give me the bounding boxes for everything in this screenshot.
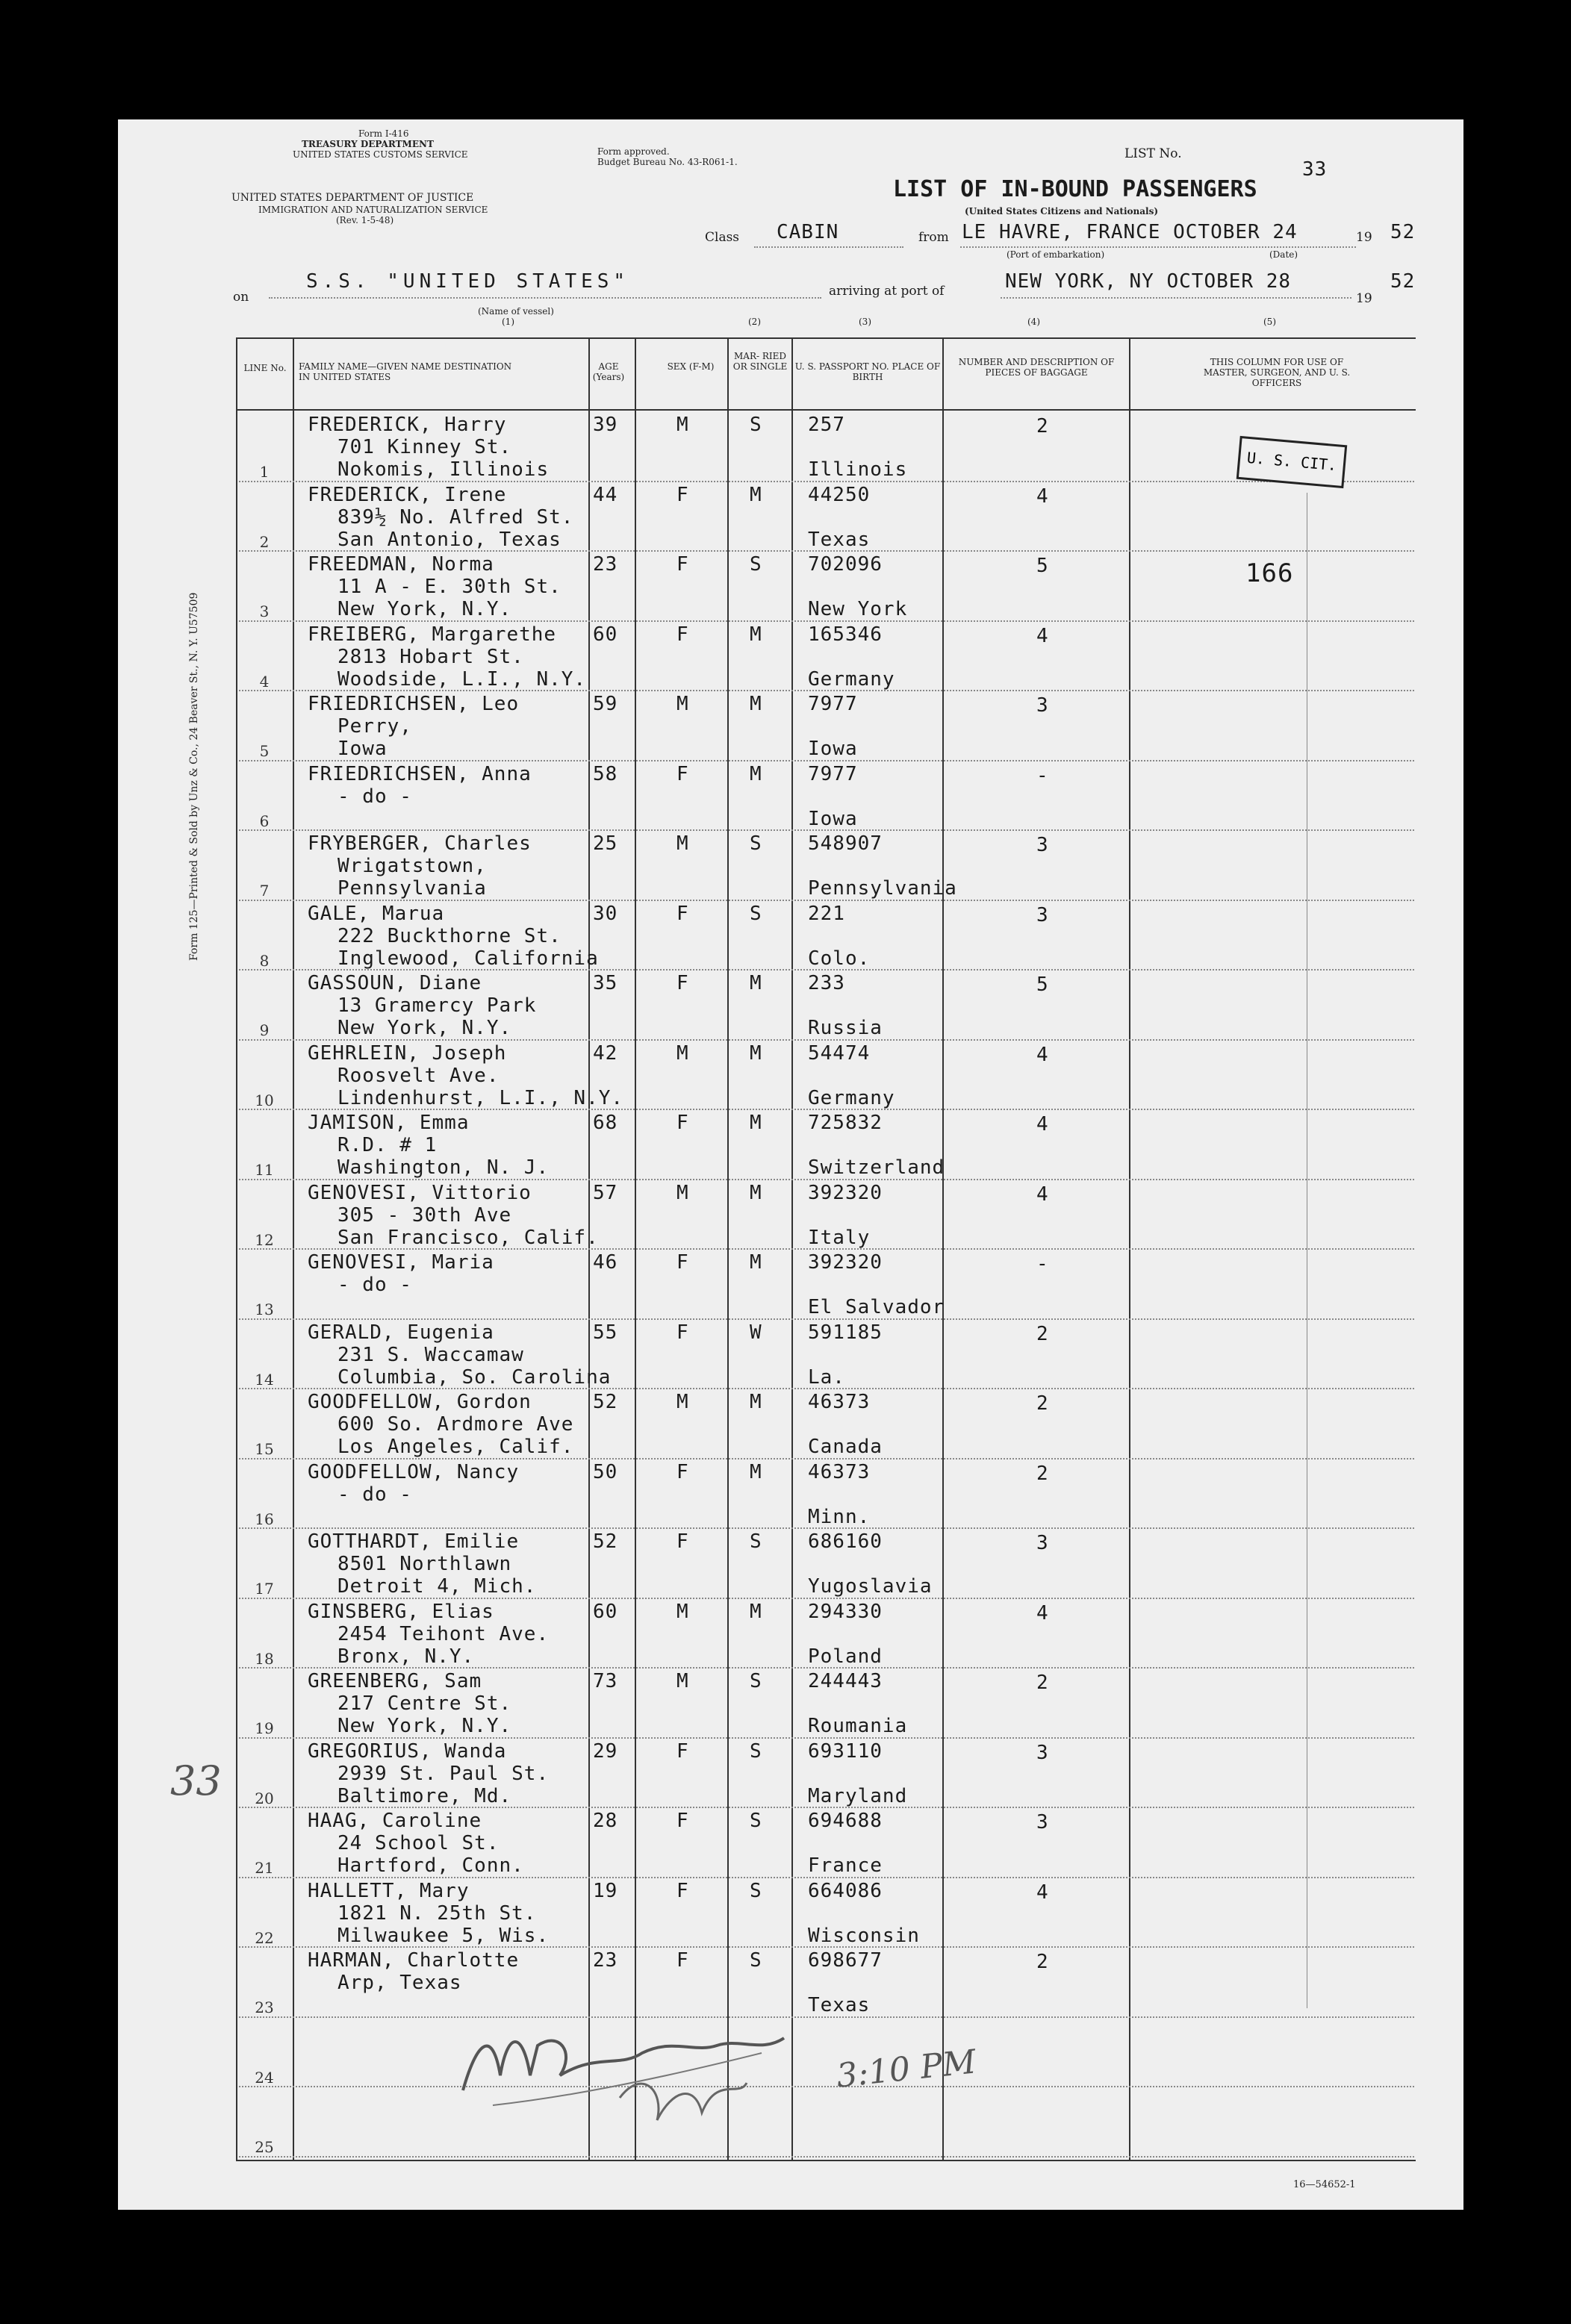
birth-place: Iowa (808, 807, 858, 830)
marital-status: M (750, 693, 762, 715)
marital-status: M (750, 1041, 762, 1065)
passport-number: 221 (808, 902, 845, 925)
address-line-1: 701 Kinney St. (337, 436, 512, 458)
address-line-2: New York, N.Y. (337, 1715, 512, 1737)
date-caption: (Date) (1269, 249, 1298, 260)
passenger-name: GREGORIUS, Wanda (308, 1739, 507, 1763)
sex-value: M (676, 1600, 689, 1623)
baggage-count: 3 (1036, 1532, 1049, 1554)
address-line-2: New York, N.Y. (337, 1017, 512, 1039)
age-value: 42 (593, 1041, 618, 1065)
passenger-name: GOTTHARDT, Emilie (308, 1530, 520, 1553)
sex-value: M (676, 693, 689, 715)
baggage-count: 3 (1036, 1811, 1049, 1834)
year-1: 52 (1390, 221, 1416, 243)
address-line-2: Lindenhurst, L.I., N.Y. (337, 1086, 624, 1109)
age-value: 50 (593, 1460, 618, 1483)
col-header-line: LINE No. (243, 363, 287, 373)
passport-number: 591185 (808, 1321, 883, 1344)
address-line-1: 600 So. Ardmore Ave (337, 1413, 574, 1436)
sex-value: F (676, 762, 689, 785)
address-line-1: Wrigatstown, (337, 855, 487, 877)
vessel-caption: (Name of vessel) (478, 306, 554, 317)
address-line-1: 217 Centre St. (337, 1692, 512, 1715)
line-number: 7 (259, 882, 270, 900)
class-label: Class (705, 230, 740, 245)
passenger-name: FREDERICK, Irene (308, 483, 507, 506)
birth-place: Switzerland (808, 1156, 945, 1179)
passenger-name: HALLETT, Mary (308, 1879, 470, 1902)
birth-place: Pennsylvania (808, 877, 957, 900)
list-no-label: LIST No. (1124, 146, 1182, 161)
line-number: 24 (255, 2068, 274, 2087)
marital-status: M (750, 1251, 762, 1274)
baggage-count: - (1036, 1253, 1049, 1275)
sex-value: M (676, 1041, 689, 1065)
printer-note: Form 125—Printed & Sold by Unz & Co., 24 Beaver St., N. Y. U57509 (188, 592, 200, 961)
sex-value: F (676, 1251, 689, 1274)
passport-number: 54474 (808, 1041, 871, 1065)
class-value: CABIN (777, 221, 839, 243)
address-line-1: Roosvelt Ave. (337, 1064, 500, 1087)
col-header-baggage: NUMBER AND DESCRIPTION OF PIECES OF BAGGAGE (958, 357, 1115, 378)
birth-place: La. (808, 1365, 845, 1389)
line-number: 8 (259, 951, 270, 970)
age-value: 60 (593, 1600, 618, 1623)
line-number: 9 (259, 1021, 270, 1039)
birth-place: Colo. (808, 947, 871, 970)
passport-number: 165346 (808, 623, 883, 646)
address-line-1: 1821 N. 25th St. (337, 1901, 537, 1925)
stamp-text: U. S. CIT. (1246, 448, 1338, 475)
birth-place: El Salvador (808, 1296, 945, 1318)
year-2: 52 (1390, 270, 1416, 293)
line-number: 12 (255, 1230, 274, 1249)
col-num-5: (5) (1263, 317, 1276, 327)
address-line-1: 305 - 30th Ave (337, 1203, 512, 1227)
birth-place: Italy (808, 1226, 871, 1249)
form-number: Form I-416 (358, 128, 409, 139)
passport-number: 257 (808, 414, 845, 436)
form-approved: Form approved. (597, 146, 670, 157)
class-line (754, 246, 903, 248)
marital-status: M (750, 1460, 762, 1483)
marital-status: W (750, 1321, 762, 1344)
baggage-count: 2 (1036, 1672, 1049, 1694)
birth-place: Texas (808, 1994, 871, 2016)
age-value: 60 (593, 623, 618, 646)
baggage-count: 5 (1036, 555, 1049, 577)
age-value: 23 (593, 1949, 618, 1972)
passport-number: 44250 (808, 483, 871, 506)
ins-service: IMMIGRATION AND NATURALIZATION SERVICE (258, 205, 488, 215)
col-header-officers: THIS COLUMN FOR USE OF MASTER, SURGEON, AND U. S. OFFICERS (1203, 357, 1351, 388)
age-value: 57 (593, 1181, 618, 1204)
line-number: 1 (259, 463, 270, 481)
marital-status: M (750, 1181, 762, 1204)
baggage-count: 2 (1036, 1462, 1049, 1485)
passport-number: 244443 (808, 1670, 883, 1692)
passenger-name: GEHRLEIN, Joseph (308, 1041, 507, 1065)
sex-value: F (676, 972, 689, 994)
marital-status: S (750, 553, 762, 576)
address-line-1: 839½ No. Alfred St. (337, 505, 574, 529)
line-number: 17 (255, 1580, 274, 1598)
page-title: LIST OF IN-BOUND PASSENGERS (893, 176, 1257, 202)
sex-value: F (676, 1949, 689, 1972)
line-number: 10 (255, 1091, 274, 1109)
annotation-number: 166 (1245, 558, 1294, 588)
passport-number: 7977 (808, 693, 858, 715)
from-line (960, 246, 1356, 248)
age-value: 55 (593, 1321, 618, 1344)
passport-number: 693110 (808, 1739, 883, 1763)
arrival-line (1001, 297, 1351, 299)
line-number: 16 (255, 1510, 274, 1528)
age-value: 59 (593, 693, 618, 715)
passenger-name: GENOVESI, Vittorio (308, 1181, 532, 1204)
passenger-name: GINSBERG, Elias (308, 1600, 494, 1623)
age-value: 29 (593, 1739, 618, 1763)
col-num-3: (3) (859, 317, 871, 327)
address-line-1: 231 S. Waccamaw (337, 1343, 524, 1366)
baggage-count: 2 (1036, 1322, 1049, 1345)
age-value: 58 (593, 762, 618, 785)
sex-value: F (676, 1810, 689, 1832)
budget-bureau: Budget Bureau No. 43-R061-1. (597, 157, 738, 167)
passport-number: 392320 (808, 1181, 883, 1204)
table-top-rule (236, 337, 1416, 339)
passenger-name: GALE, Marua (308, 902, 445, 925)
marital-status: M (750, 1600, 762, 1623)
sex-value: F (676, 1879, 689, 1902)
age-value: 39 (593, 414, 618, 436)
col-num-4: (4) (1027, 317, 1040, 327)
baggage-count: - (1036, 764, 1049, 787)
vessel-name: S.S. "UNITED STATES" (306, 270, 630, 293)
sex-value: F (676, 483, 689, 506)
address-line-2: San Antonio, Texas (337, 528, 561, 551)
from-value: LE HAVRE, FRANCE OCTOBER 24 (962, 221, 1298, 243)
line-number: 15 (255, 1440, 274, 1458)
passport-number: 294330 (808, 1600, 883, 1623)
marital-status: S (750, 414, 762, 436)
baggage-count: 4 (1036, 485, 1049, 508)
address-line-1: 222 Buckthorne St. (337, 924, 561, 947)
passenger-name: FRIEDRICHSEN, Leo (308, 693, 520, 715)
baggage-count: 2 (1036, 1951, 1049, 1973)
col-header-name: FAMILY NAME—GIVEN NAME DESTINATION IN UNITED STATES (299, 361, 512, 382)
passport-number: 548907 (808, 832, 883, 855)
margin-mark: 33 (170, 1757, 222, 1804)
baggage-count: 2 (1036, 1392, 1049, 1415)
age-value: 30 (593, 902, 618, 925)
sex-value: M (676, 832, 689, 855)
sex-value: F (676, 902, 689, 925)
marital-status: M (750, 623, 762, 646)
birth-place: New York (808, 598, 908, 620)
marital-status: M (750, 483, 762, 506)
year-prefix-1: 19 (1356, 230, 1372, 245)
line-number: 25 (255, 2138, 274, 2156)
baggage-count: 4 (1036, 1183, 1049, 1206)
address-line-2: Los Angeles, Calif. (337, 1436, 574, 1458)
sex-value: M (676, 414, 689, 436)
passport-number: 686160 (808, 1530, 883, 1553)
address-line-1: 8501 Northlawn (337, 1553, 512, 1575)
address-line-2: Washington, N. J. (337, 1156, 550, 1179)
list-no-value: 33 (1302, 158, 1328, 181)
address-line-2: Woodside, L.I., N.Y. (337, 667, 587, 691)
customs-service: UNITED STATES CUSTOMS SERVICE (293, 149, 468, 160)
sex-value: M (676, 1181, 689, 1204)
passport-number: 46373 (808, 1460, 871, 1483)
address-line-2: San Francisco, Calif. (337, 1226, 599, 1249)
passenger-name: GASSOUN, Diane (308, 972, 482, 994)
marital-status: S (750, 902, 762, 925)
line-number: 4 (259, 672, 270, 691)
marital-status: M (750, 1112, 762, 1134)
vessel-line (269, 297, 821, 299)
address-line-2: Pennsylvania (337, 877, 487, 900)
from-label: from (918, 230, 949, 245)
birth-place: Maryland (808, 1784, 908, 1807)
passport-number: 698677 (808, 1949, 883, 1972)
col-header-sex: SEX (F-M) (667, 361, 715, 372)
page-subtitle: (United States Citizens and Nationals) (965, 206, 1158, 216)
age-value: 28 (593, 1810, 618, 1832)
marital-status: S (750, 1949, 762, 1972)
passenger-name: FRYBERGER, Charles (308, 832, 532, 855)
address-line-2: Nokomis, Illinois (337, 458, 550, 481)
birth-place: Yugoslavia (808, 1575, 933, 1598)
address-line-2: New York, N.Y. (337, 598, 512, 620)
passenger-name: JAMISON, Emma (308, 1112, 470, 1134)
marital-status: S (750, 832, 762, 855)
marital-status: S (750, 1670, 762, 1692)
row-rule (239, 2156, 1414, 2158)
passenger-name: HARMAN, Charlotte (308, 1949, 520, 1972)
on-label: on (233, 290, 249, 305)
marital-status: M (750, 972, 762, 994)
passport-number: 702096 (808, 553, 883, 576)
age-value: 52 (593, 1530, 618, 1553)
sex-value: F (676, 1321, 689, 1344)
col-header-age: AGE (Years) (592, 361, 625, 382)
marital-status: S (750, 1810, 762, 1832)
baggage-count: 3 (1036, 834, 1049, 856)
sex-value: F (676, 553, 689, 576)
port-embarkation-caption: (Port of embarkation) (1007, 249, 1105, 260)
birth-place: Texas (808, 528, 871, 551)
baggage-count: 3 (1036, 694, 1049, 717)
birth-place: Germany (808, 1086, 895, 1109)
passport-number: 7977 (808, 762, 858, 785)
baggage-count: 4 (1036, 1601, 1049, 1624)
line-number: 22 (255, 1928, 274, 1947)
signature-time: 3:10 PM (834, 2043, 978, 2096)
address-line-2: Baltimore, Md. (337, 1784, 512, 1807)
address-line-1: 2939 St. Paul St. (337, 1762, 550, 1785)
age-value: 19 (593, 1879, 618, 1902)
arriving-label: arriving at port of (829, 284, 945, 299)
age-value: 23 (593, 553, 618, 576)
address-line-1: Arp, Texas (337, 1972, 462, 1994)
passenger-name: GERALD, Eugenia (308, 1321, 494, 1344)
justice-dept: UNITED STATES DEPARTMENT OF JUSTICE (231, 192, 474, 204)
passenger-name: GOODFELLOW, Nancy (308, 1460, 520, 1483)
address-line-1: - do - (337, 785, 412, 808)
line-number: 2 (259, 532, 270, 551)
sex-value: F (676, 1460, 689, 1483)
passport-number: 725832 (808, 1112, 883, 1134)
baggage-count: 2 (1036, 415, 1049, 437)
age-value: 52 (593, 1391, 618, 1413)
table-bottom-rule (236, 2160, 1416, 2161)
address-line-1: R.D. # 1 (337, 1134, 438, 1156)
baggage-count: 4 (1036, 624, 1049, 647)
address-line-1: 2813 Hobart St. (337, 645, 524, 668)
birth-place: Minn. (808, 1505, 871, 1528)
col-header-passport: U. S. PASSPORT NO. PLACE OF BIRTH (794, 361, 941, 382)
birth-place: France (808, 1854, 883, 1877)
address-line-2: Detroit 4, Mich. (337, 1575, 537, 1598)
marital-status: M (750, 762, 762, 785)
address-line-2: Iowa (337, 738, 388, 760)
birth-place: Iowa (808, 738, 858, 760)
address-line-1: 13 Gramercy Park (337, 994, 537, 1017)
sex-value: M (676, 1670, 689, 1692)
passport-number: 392320 (808, 1251, 883, 1274)
sex-value: M (676, 1391, 689, 1413)
age-value: 46 (593, 1251, 618, 1274)
line-number: 3 (259, 602, 270, 620)
passenger-name: FRIEDRICHSEN, Anna (308, 762, 532, 785)
address-line-1: 2454 Teihont Ave. (337, 1622, 550, 1645)
passenger-name: GREENBERG, Sam (308, 1670, 482, 1692)
sex-value: F (676, 1112, 689, 1134)
baggage-count: 4 (1036, 1881, 1049, 1904)
header-bottom-rule (236, 409, 1416, 411)
address-line-1: 24 School St. (337, 1832, 500, 1854)
line-number: 18 (255, 1649, 274, 1668)
age-value: 73 (593, 1670, 618, 1692)
line-number: 5 (259, 742, 270, 760)
sex-value: F (676, 623, 689, 646)
line-number: 14 (255, 1370, 274, 1389)
birth-place: Poland (808, 1645, 883, 1668)
baggage-count: 3 (1036, 1741, 1049, 1764)
line-number: 20 (255, 1789, 274, 1807)
passenger-name: FREEDMAN, Norma (308, 553, 494, 576)
age-value: 44 (593, 483, 618, 506)
birth-place: Canada (808, 1436, 883, 1458)
birth-place: Illinois (808, 458, 908, 481)
marital-status: M (750, 1391, 762, 1413)
marital-status: S (750, 1879, 762, 1902)
age-value: 68 (593, 1112, 618, 1134)
line-number: 21 (255, 1859, 274, 1877)
passport-number: 694688 (808, 1810, 883, 1832)
address-line-2: Milwaukee 5, Wis. (337, 1924, 550, 1947)
marital-status: S (750, 1739, 762, 1763)
age-value: 25 (593, 832, 618, 855)
address-line-2: Columbia, So. Carolina (337, 1365, 612, 1389)
col-num-1: (1) (502, 317, 514, 327)
address-line-2: Inglewood, California (337, 947, 599, 970)
passenger-name: FREIBERG, Margarethe (308, 623, 557, 646)
birth-place: Wisconsin (808, 1924, 920, 1947)
year-prefix-2: 19 (1356, 291, 1372, 306)
col-num-2: (2) (748, 317, 761, 327)
passport-number: 233 (808, 972, 845, 994)
col-header-married: MAR- RIED OR SINGLE (732, 351, 788, 372)
address-line-1: Perry, (337, 715, 412, 738)
sex-value: F (676, 1739, 689, 1763)
passport-number: 46373 (808, 1391, 871, 1413)
sex-value: F (676, 1530, 689, 1553)
address-line-1: - do - (337, 1274, 412, 1296)
table-left-rule (236, 337, 237, 2161)
passenger-name: FREDERICK, Harry (308, 414, 507, 436)
treasury-dept: TREASURY DEPARTMENT (302, 139, 434, 149)
line-number: 11 (255, 1161, 274, 1179)
birth-place: Russia (808, 1017, 883, 1039)
revision-date: (Rev. 1-5-48) (336, 215, 394, 225)
address-line-2: Bronx, N.Y. (337, 1645, 475, 1668)
passenger-name: HAAG, Caroline (308, 1810, 482, 1832)
marital-status: S (750, 1530, 762, 1553)
line-number: 13 (255, 1300, 274, 1318)
baggage-count: 5 (1036, 973, 1049, 996)
baggage-count: 4 (1036, 1113, 1049, 1135)
us-citizen-stamp (1236, 436, 1348, 488)
line-number: 19 (255, 1719, 274, 1737)
birth-place: Roumania (808, 1715, 908, 1737)
birth-place: Germany (808, 667, 895, 691)
footer-code: 16—54652-1 (1293, 2179, 1356, 2190)
address-line-1: 11 A - E. 30th St. (337, 576, 561, 598)
address-line-1: - do - (337, 1483, 412, 1506)
line-number: 6 (259, 811, 270, 830)
age-value: 35 (593, 972, 618, 994)
line-number: 23 (255, 1999, 274, 2016)
passenger-name: GENOVESI, Maria (308, 1251, 494, 1274)
passenger-name: GOODFELLOW, Gordon (308, 1391, 532, 1413)
address-line-2: Hartford, Conn. (337, 1854, 524, 1877)
baggage-count: 3 (1036, 903, 1049, 926)
passport-number: 664086 (808, 1879, 883, 1902)
baggage-count: 4 (1036, 1043, 1049, 1066)
arrival-value: NEW YORK, NY OCTOBER 28 (1005, 270, 1292, 293)
